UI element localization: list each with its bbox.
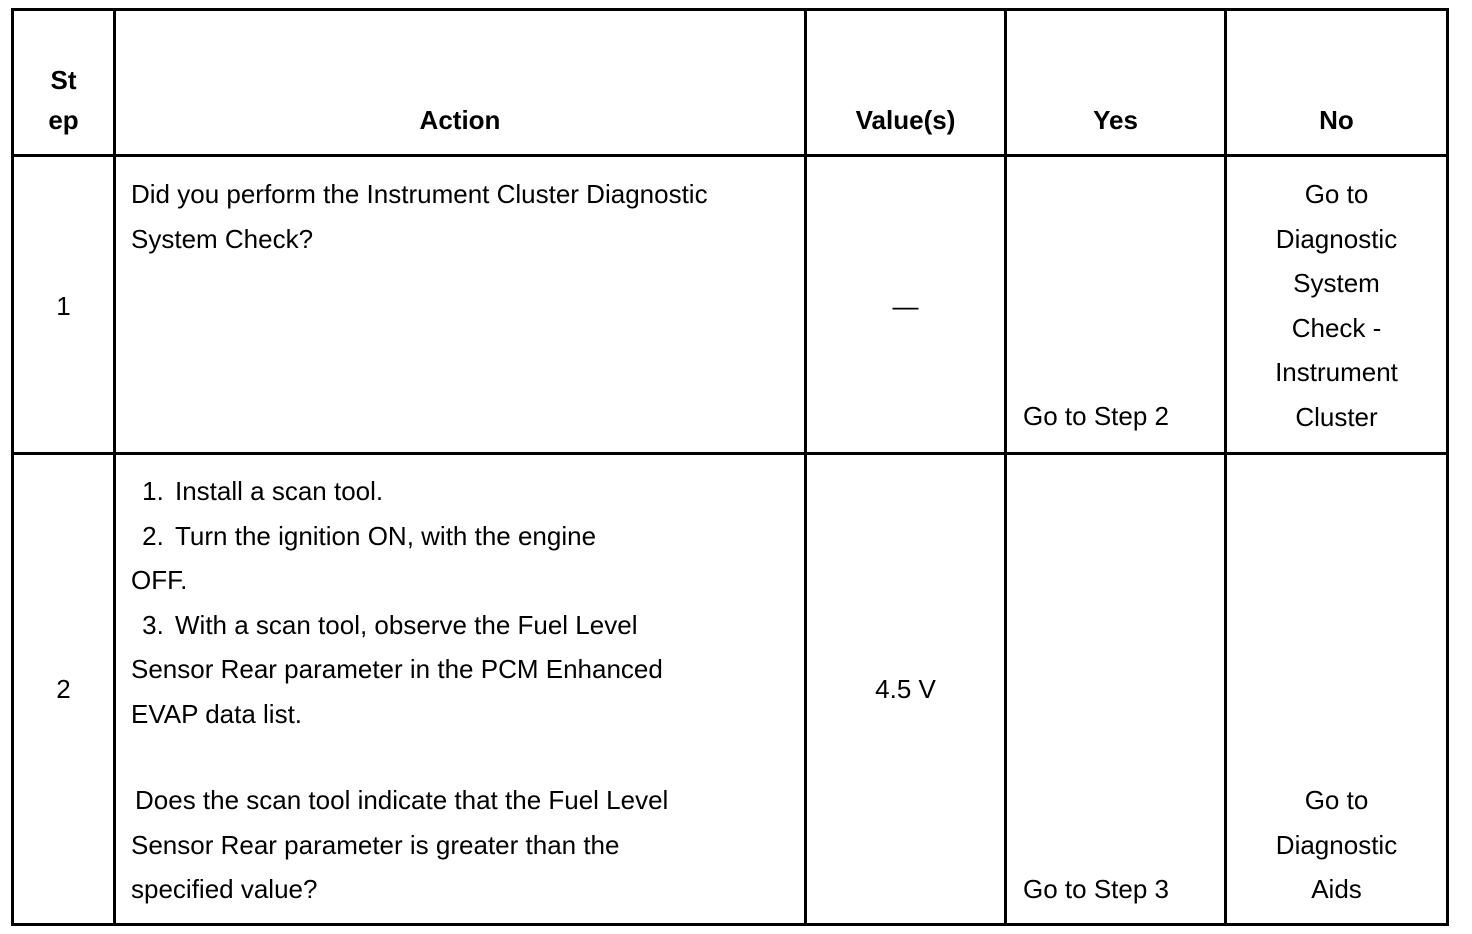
row2-yes: Go to Step 3 bbox=[1023, 874, 1169, 904]
col-divider-step bbox=[113, 8, 116, 926]
list-item-3-continuation-2: EVAP data list. bbox=[131, 698, 303, 729]
list-item-1-text: Install a scan tool. bbox=[175, 476, 384, 506]
row2-no-line3: Aids bbox=[1311, 874, 1362, 904]
row2-question-line1: Does the scan tool indicate that the Fuel Level bbox=[135, 785, 669, 815]
table-border-right bbox=[1446, 8, 1449, 926]
list-item-2-text: Turn the ignition ON, with the engine bbox=[175, 520, 597, 551]
header-step-line2: ep bbox=[48, 105, 79, 135]
list-item-1 bbox=[131, 469, 804, 514]
row-divider bbox=[11, 452, 1449, 455]
header-values: Value(s) bbox=[855, 105, 956, 135]
diagnostic-table bbox=[11, 8, 1449, 926]
header-yes: Yes bbox=[1093, 105, 1138, 135]
row1-value: — bbox=[892, 291, 919, 321]
header-step bbox=[14, 60, 113, 140]
row1-action-line1: Did you perform the Instrument Cluster Diagnostic bbox=[131, 179, 708, 209]
col-divider-action bbox=[804, 8, 807, 926]
row1-no bbox=[1227, 172, 1446, 439]
row2-step: 2 bbox=[56, 674, 71, 704]
table-border-left bbox=[11, 8, 14, 926]
row2-no-line1: Go to bbox=[1304, 785, 1369, 815]
list-item-3-text: With a scan tool, observe the Fuel Level bbox=[175, 609, 638, 640]
header-action: Action bbox=[419, 105, 501, 135]
header-step-line1: St bbox=[50, 65, 77, 95]
table-border-top bbox=[11, 8, 1449, 11]
row2-no-line2: Diagnostic bbox=[1275, 829, 1398, 860]
list-item-2-number: 2. bbox=[142, 520, 164, 551]
row1-action bbox=[131, 172, 804, 261]
row1-no-line5: Instrument bbox=[1275, 357, 1398, 387]
row2-action bbox=[131, 469, 804, 736]
row1-no-line6: Cluster bbox=[1295, 401, 1378, 432]
row1-no-line1: Go to bbox=[1304, 179, 1369, 209]
row1-no-line4: Check - bbox=[1291, 312, 1382, 343]
header-no: No bbox=[1319, 105, 1354, 135]
header-divider bbox=[11, 154, 1449, 157]
col-divider-values bbox=[1004, 8, 1007, 926]
row2-question-line3: specified value? bbox=[131, 874, 318, 904]
row2-question bbox=[131, 778, 804, 912]
row1-action-line2: System Check? bbox=[131, 223, 314, 254]
row2-question-line2: Sensor Rear parameter is greater than the bbox=[131, 829, 620, 860]
list-item-1-number: 1. bbox=[142, 476, 164, 506]
row2-no bbox=[1227, 778, 1446, 912]
list-item-2 bbox=[131, 514, 804, 559]
list-item-3-continuation-1: Sensor Rear parameter in the PCM Enhanced bbox=[131, 654, 663, 684]
row1-no-line2: Diagnostic bbox=[1275, 223, 1398, 254]
list-item-3 bbox=[131, 603, 804, 648]
table-border-bottom bbox=[11, 923, 1449, 926]
row1-no-line3: System bbox=[1293, 268, 1380, 298]
row2-value: 4.5 V bbox=[875, 674, 936, 704]
list-item-3-number: 3. bbox=[142, 609, 164, 640]
row1-step: 1 bbox=[56, 291, 71, 321]
row1-yes: Go to Step 2 bbox=[1023, 401, 1169, 431]
list-item-2-continuation: OFF. bbox=[131, 565, 188, 595]
